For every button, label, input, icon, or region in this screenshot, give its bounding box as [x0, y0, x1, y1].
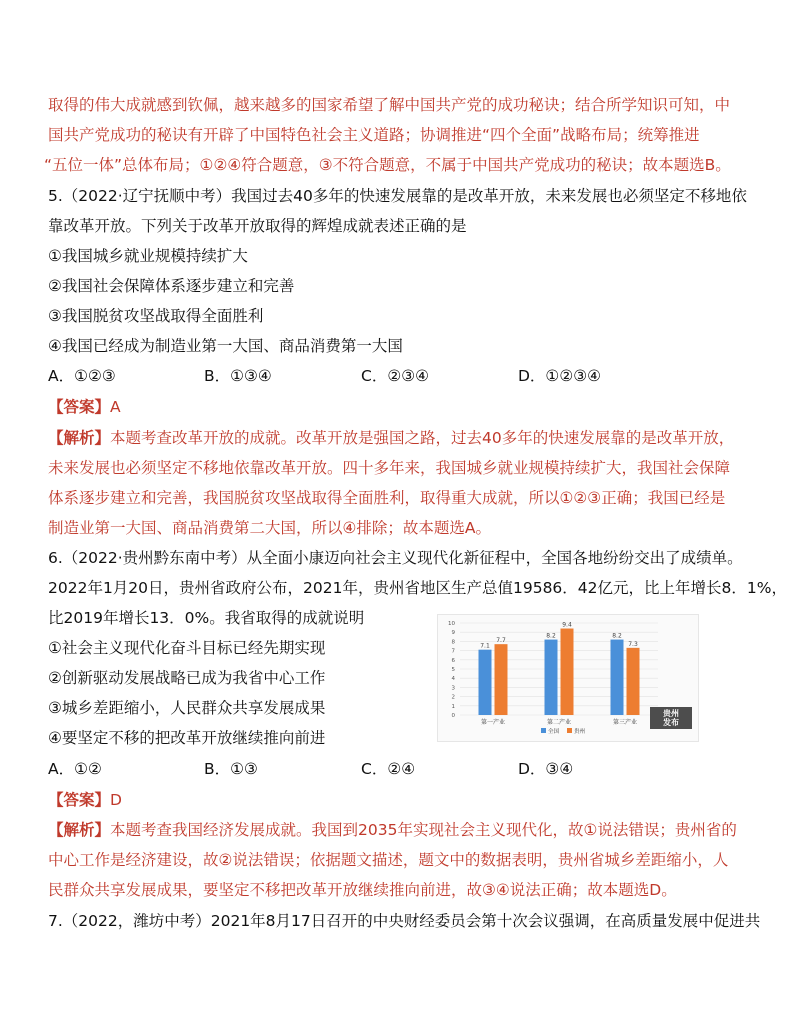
data-label: 9.4 — [562, 621, 572, 629]
data-label: 7.1 — [480, 642, 490, 650]
option-a: A．①②③ — [48, 367, 116, 385]
answer-value: A — [110, 398, 121, 416]
analysis-tag: 【解析】 — [48, 821, 111, 839]
chart-svg — [438, 615, 698, 741]
q6-stem: 2022年1月20日，贵州省政府公布，2021年，贵州省地区生产总值19586．42亿元，比上年增长8．1%， — [48, 579, 787, 597]
legend-swatch — [567, 728, 572, 733]
q6-item: ④要坚定不移的把改革开放继续推向前进 — [48, 729, 326, 747]
y-tick-label: 5 — [451, 667, 455, 673]
legend-label: 全国 — [548, 729, 560, 735]
q7-stem: 7.（2022，潍坊中考）2021年8月17日召开的中央财经委员会第十次会议强调，在高质量发展中促进共 — [48, 912, 761, 930]
bar — [627, 648, 640, 715]
q5-item: ④我国已经成为制造业第一大国、商品消费第一大国 — [48, 337, 403, 355]
y-tick-label: 10 — [448, 621, 455, 627]
bar — [495, 644, 508, 715]
x-tick-label: 第二产业 — [546, 719, 572, 726]
option-d: D．①②③④ — [518, 367, 602, 385]
prev-explanation-line: 国共产党成功的秘诀有开辟了中国特色社会主义道路；协调推进“四个全面”战略布局；统筹推进 — [48, 126, 700, 144]
q6-answer — [48, 790, 122, 810]
q6-item: ①社会主义现代化奋斗目标已经先期实现 — [48, 639, 326, 657]
y-tick-label: 1 — [451, 703, 455, 710]
q6-item: ③城乡差距缩小，人民群众共享发展成果 — [48, 699, 326, 717]
option-c: C．②③④ — [361, 367, 430, 385]
analysis-text: 本题考查改革开放的成就。改革开放是强国之路，过去40多年的快速发展靠的是改革开放， — [110, 429, 735, 447]
data-label: 8.2 — [546, 632, 556, 640]
y-tick-label: 0 — [451, 713, 455, 719]
y-tick-label: 8 — [451, 639, 455, 646]
prev-explanation-line: “五位一体”总体布局；①②④符合题意，③不符合题意，不属于中国共产党成功的秘诀；故本题选B。 — [44, 156, 731, 174]
bar — [479, 650, 492, 715]
y-tick-label: 2 — [451, 694, 455, 701]
y-tick-label: 3 — [451, 685, 455, 692]
q6-analysis-line: 中心工作是经济建设，故②说法错误；依据题文描述，题文中的数据表明，贵州省城乡差距缩小，人 — [48, 851, 729, 869]
data-label: 8.2 — [612, 632, 622, 640]
q6-item: ②创新驱动发展战略已成为我省中心工作 — [48, 669, 326, 687]
gdp-industry-chart — [437, 614, 699, 742]
option-a: A．①② — [48, 760, 102, 778]
q5-item: ①我国城乡就业规模持续扩大 — [48, 247, 248, 265]
bar — [545, 640, 558, 715]
q5-analysis-line: 体系逐步建立和完善，我国脱贫攻坚战取得全面胜利，取得重大成就，所以①②③正确；我国已经是 — [48, 489, 726, 507]
q5-item: ③我国脱贫攻坚战取得全面胜利 — [48, 307, 264, 325]
q5-stem: 5.（2022·辽宁抚顺中考）我国过去40多年的快速发展靠的是改革开放，未来发展也必须坚定不移地依 — [48, 187, 747, 205]
q5-stem: 靠改革开放。下列关于改革开放取得的辉煌成就表述正确的是 — [48, 217, 467, 235]
legend-label: 贵州 — [574, 729, 586, 735]
q5-analysis-line: 制造业第一大国、商品消费第二大国，所以④排除；故本题选A。 — [48, 519, 492, 537]
answer-tag: 【答案】 — [48, 398, 111, 416]
y-tick-label: 7 — [451, 648, 455, 655]
legend-swatch — [541, 728, 546, 733]
x-tick-label: 第三产业 — [612, 719, 638, 726]
badge-text: 发布 — [663, 718, 679, 727]
y-tick-label: 4 — [451, 676, 455, 683]
analysis-text: 本题考查我国经济发展成就。我国到2035年实现社会主义现代化，故①说法错误；贵州省的 — [110, 821, 737, 839]
answer-tag: 【答案】 — [48, 791, 111, 809]
x-tick-label: 第一产业 — [480, 719, 506, 726]
q6-stem: 6.（2022·贵州黔东南中考）从全面小康迈向社会主义现代化新征程中，全国各地纷纷交出了成绩单。 — [48, 549, 743, 567]
data-label: 7.3 — [628, 640, 638, 648]
data-label: 7.7 — [496, 637, 506, 645]
q5-analysis-line: 未来发展也必须坚定不移地依靠改革开放。四十多年来，我国城乡就业规模持续扩大，我国社会保障 — [48, 459, 731, 477]
q5-item: ②我国社会保障体系逐步建立和完善 — [48, 277, 295, 295]
y-tick-label: 9 — [451, 630, 455, 637]
option-d: D．③④ — [518, 760, 574, 778]
bar — [561, 629, 574, 715]
q6-stem: 比2019年增长13．0%。我省取得的成就说明 — [48, 609, 365, 627]
q5-analysis — [48, 428, 734, 448]
answer-value: D — [110, 791, 122, 809]
option-b: B．①③ — [204, 760, 258, 778]
bar — [611, 640, 624, 715]
option-c: C．②④ — [361, 760, 416, 778]
q6-analysis — [48, 820, 737, 840]
badge-text: 贵州 — [663, 709, 679, 718]
prev-explanation-line: 取得的伟大成就感到钦佩，越来越多的国家希望了解中国共产党的成功秘诀；结合所学知识可知，中 — [48, 96, 731, 114]
y-tick-label: 6 — [451, 657, 455, 664]
analysis-tag: 【解析】 — [48, 429, 111, 447]
option-b: B．①③④ — [204, 367, 272, 385]
q5-answer — [48, 397, 121, 417]
q6-analysis-line: 民群众共享发展成果，要坚定不移把改革开放继续推向前进，故③④说法正确；故本题选D。 — [48, 881, 677, 899]
